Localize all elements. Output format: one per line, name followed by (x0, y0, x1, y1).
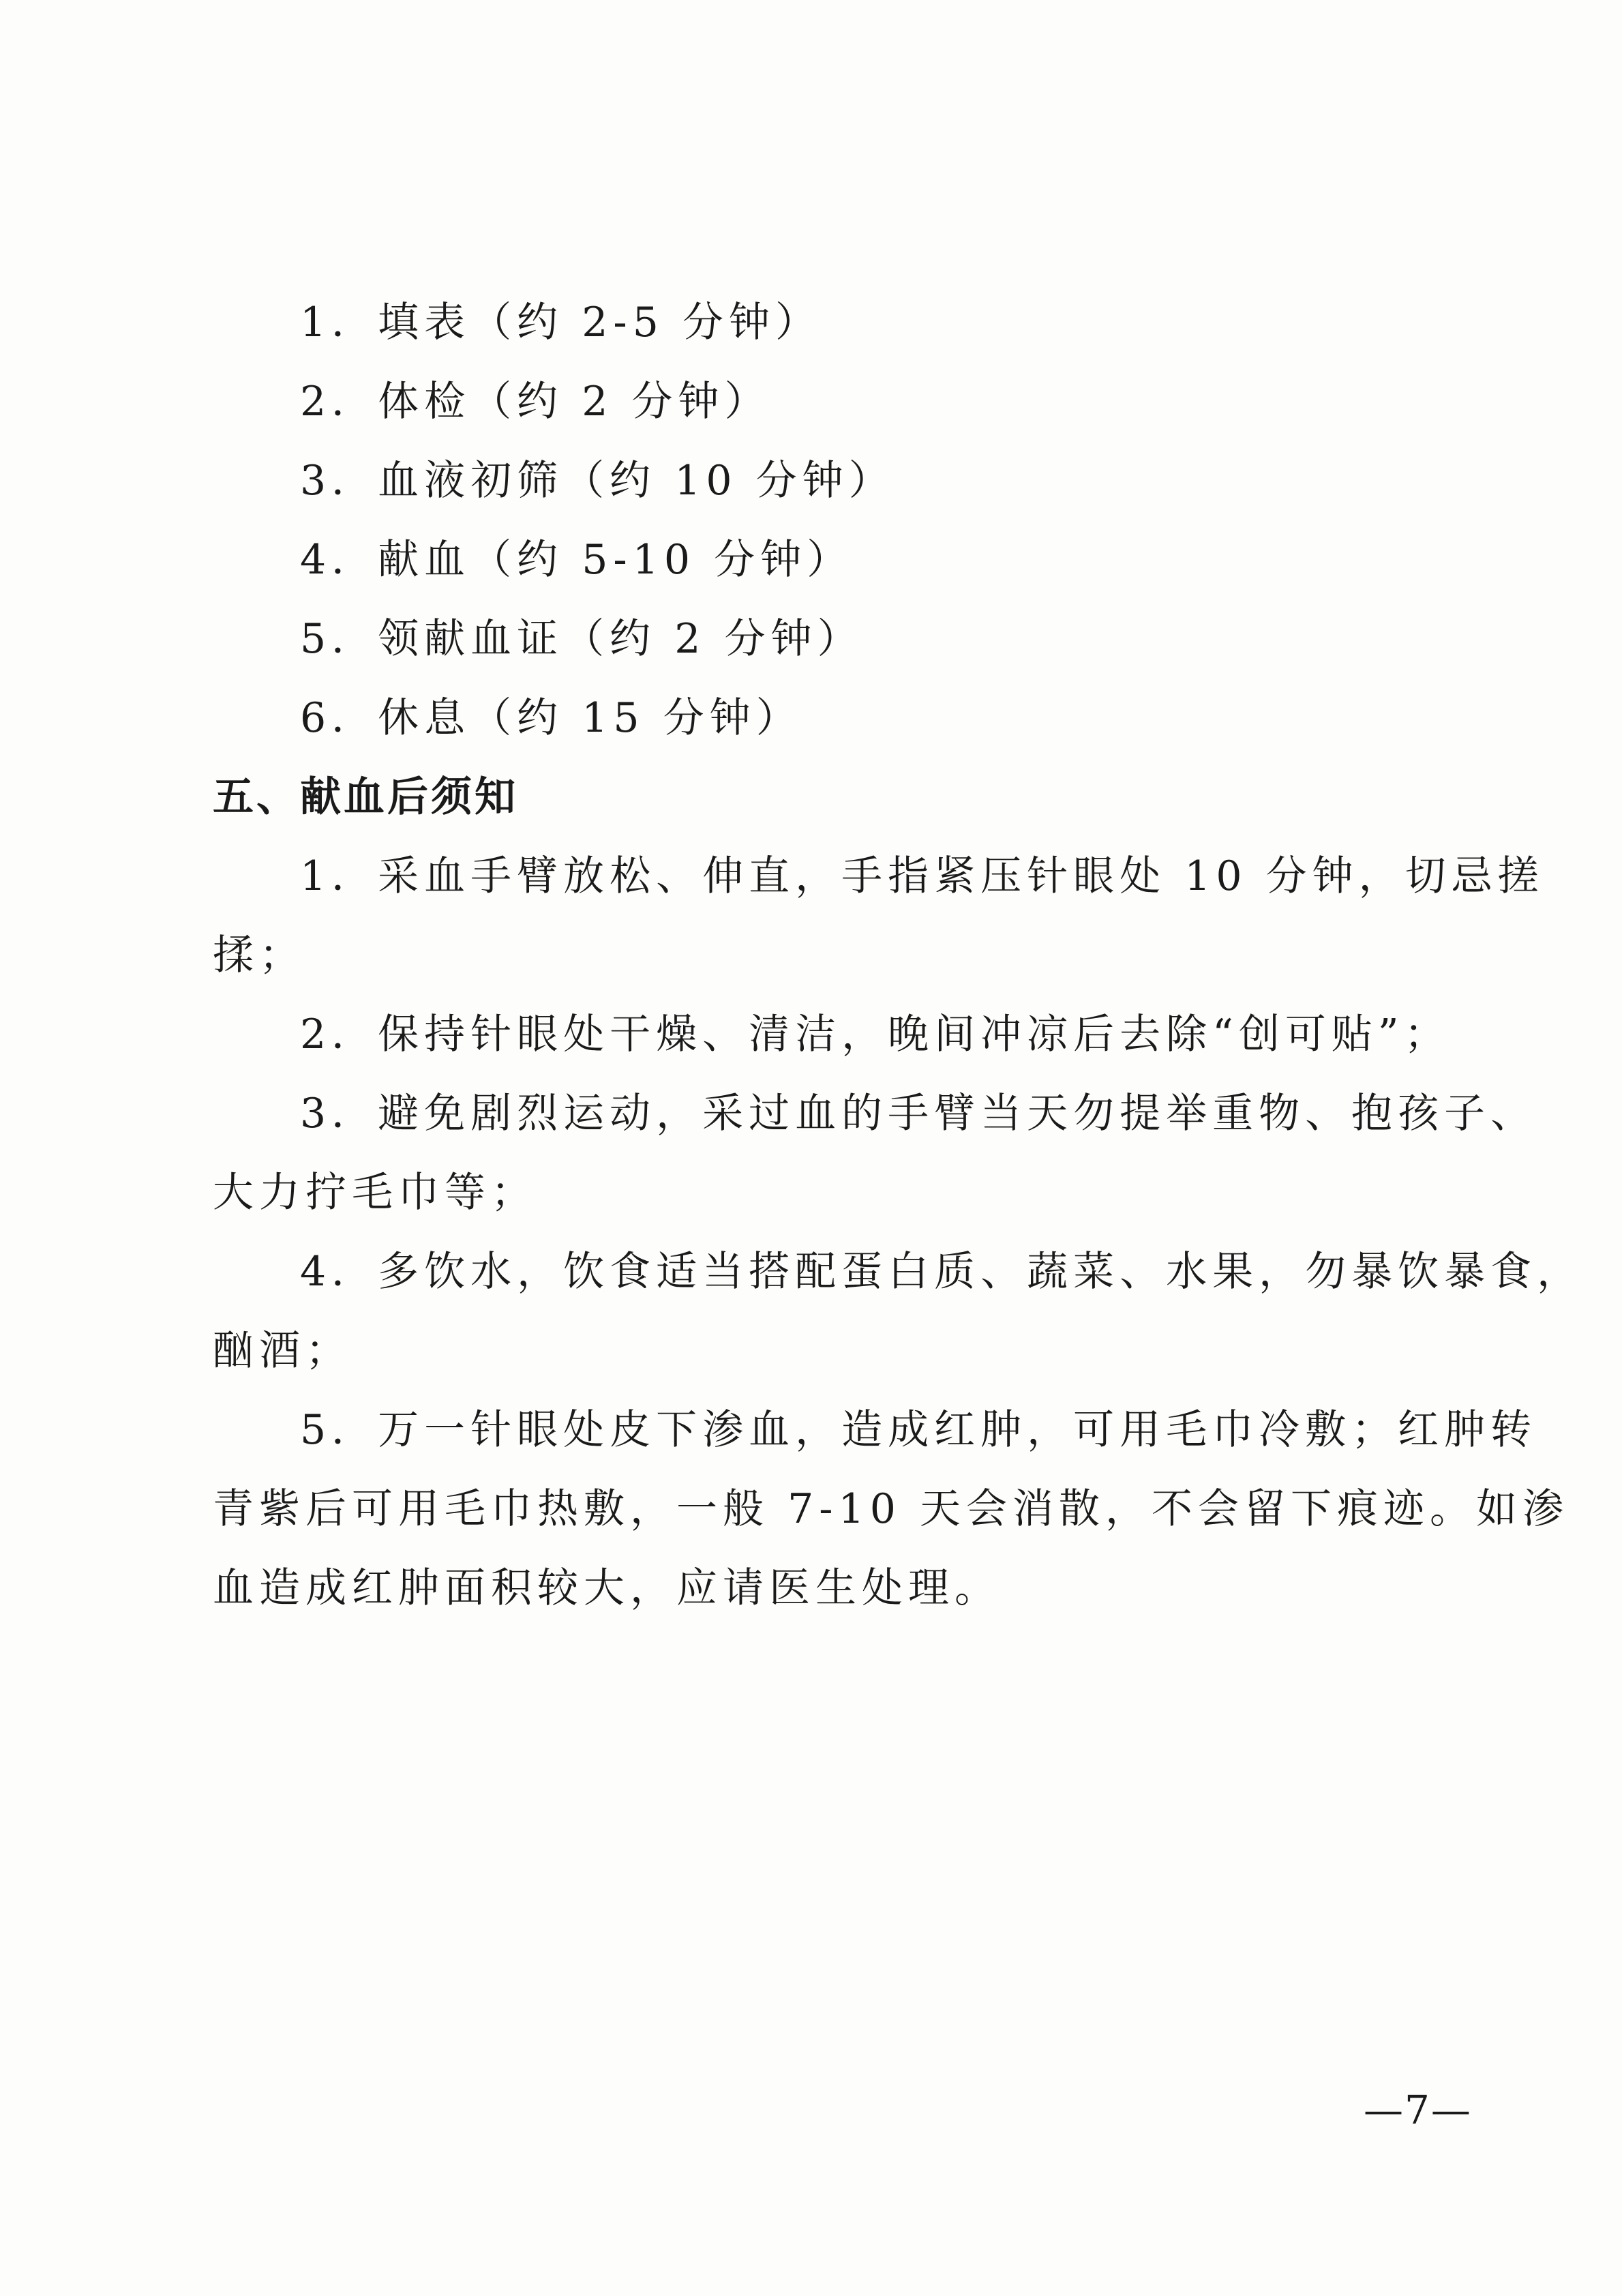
note-line: 揉； (213, 931, 305, 979)
step-item: 4．献血（约 5-10 分钟） (300, 536, 854, 584)
step-item: 2．体检（约 2 分钟） (300, 378, 771, 426)
note-line: 青紫后可用毛巾热敷，一般 7-10 天会消散，不会留下痕迹。如渗 (213, 1485, 1569, 1533)
note-line: 3．避免剧烈运动，采过血的手臂当天勿提举重物、抱孩子、 (300, 1090, 1537, 1137)
note-line: 5．万一针眼处皮下渗血，造成红肿，可用毛巾冷敷；红肿转 (300, 1406, 1537, 1454)
note-line: 酗酒； (213, 1327, 352, 1375)
page-number: —7— (1364, 2087, 1472, 2133)
note-line: 1．采血手臂放松、伸直，手指紧压针眼处 10 分钟，切忌搓 (300, 852, 1544, 900)
note-line: 4．多饮水，饮食适当搭配蛋白质、蔬菜、水果，勿暴饮暴食， (300, 1248, 1584, 1296)
step-item: 5．领献血证（约 2 分钟） (300, 615, 864, 663)
note-line: 大力拧毛巾等； (213, 1169, 537, 1217)
step-item: 1．填表（约 2-5 分钟） (300, 299, 822, 346)
note-line: 血造成红肿面积较大，应请医生处理。 (213, 1564, 1001, 1612)
section-heading: 五、献血后须知 (213, 773, 518, 821)
step-item: 6．休息（约 15 分钟） (300, 694, 802, 742)
document-body (213, 283, 1584, 1628)
step-item: 3．血液初筛（约 10 分钟） (300, 457, 895, 505)
note-line: 2．保持针眼处干燥、清洁，晚间冲凉后去除“创可贴”； (300, 1011, 1451, 1058)
